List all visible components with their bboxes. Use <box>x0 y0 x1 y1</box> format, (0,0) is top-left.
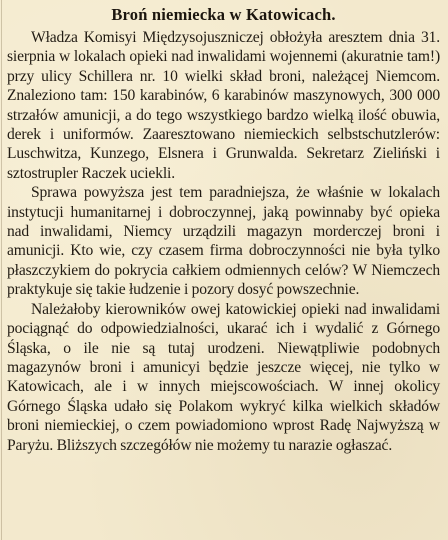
article-paragraph-1: Władza Komisyi Międzysojuszniczej obłożyła aresztem dnia 31. sierpnia w lokalach opieki nad inwalidami wojennemi (akuratnie tam!) przy ulicy Schillera nr. 10 wielki skład broni, należącej Niemcom. Znaleziono tam: 150 karabinów, 6 karabinów maszynowych, 300 000 strzałów amunicji, a do tego wszystkiego bardzo wielką ilość obuwia, derek i uniformów. Zaaresztowano niemieckich selbstschutzlerów: Luschwitza, Kunzego, Elsnera i Grunwalda. Sekretarz Zieliński i sztostrupler Raczek uciekli. <box>7 29 440 182</box>
article <box>7 5 440 455</box>
article-paragraph-3: Należałoby kierowników owej katowickiej opieki nad inwalidami pociągnąć do odpowiedzialności, ukarać ich i wydalić z Górnego Śląska, o ile nie są tutaj urodzeni. Niewątpliwie podobnych magazynów broni i amunicyi będzie jeszcze więcej, nie tylko w Katowicach, ale i w innych miejscowościach. W innej okolicy Górnego Śląska udało się Polakom wykryć kilka wielkich składów broni niemieckiej, o czem powiadomiono wprost Radę Najwyższą w Paryżu. Bliższych szczegółów nie możemy tu narazie ogłaszać. <box>7 300 440 454</box>
article-headline: Broń niemiecka w Katowicach. <box>111 5 336 24</box>
column-edge <box>1 0 2 540</box>
article-paragraph-2: Sprawa powyższa jest tem paradniejsza, że właśnie w lokalach instytucji humanitarnej i dobroczynnej, jaką powinnaby być opieka nad inwalidami, Niemcy urządzili magazyn morderczej broni i amunicji. Kto wie, czy czasem firma dobroczynności nie była tylko płaszczykiem do pokrycia całkiem odmiennych celów? W Niemczech praktykuje się takie łudzenie i pozory dosyć powszechnie. <box>7 184 440 299</box>
